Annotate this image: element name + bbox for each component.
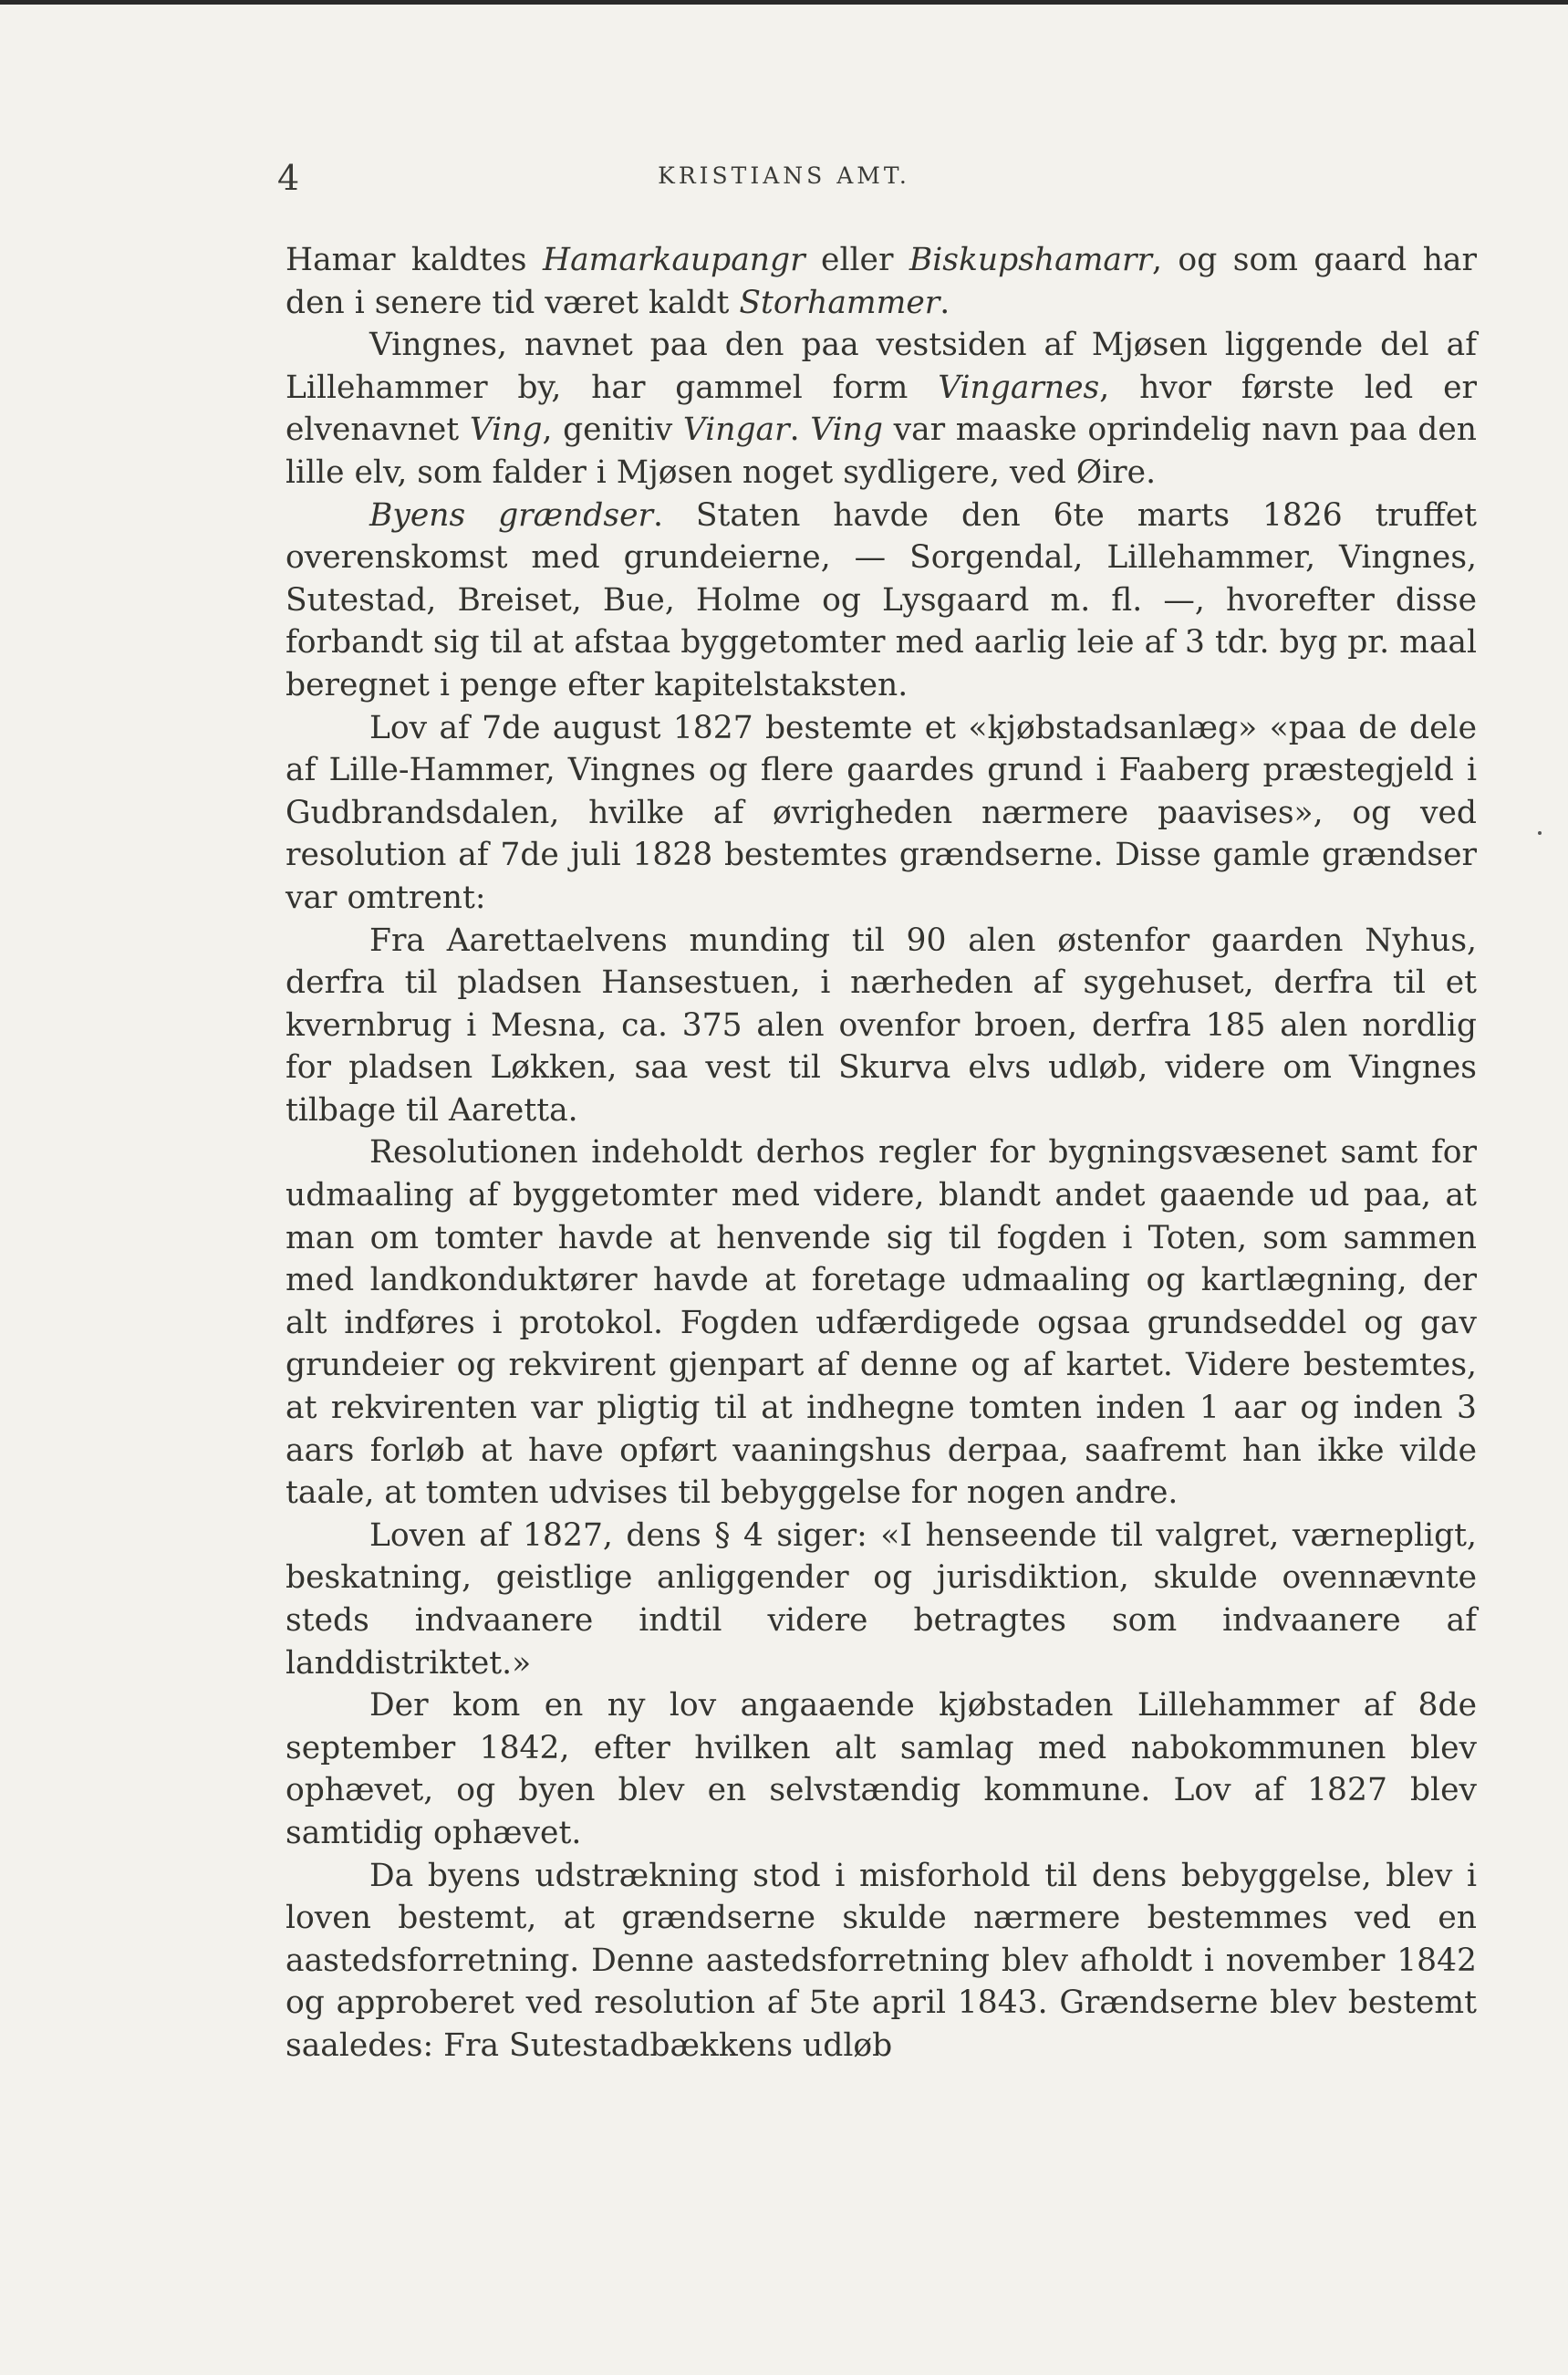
text-run: Lov af 7de august 1827 bestemte et «kjøbstadsanlæg» «paa de dele af Lille-Hammer, Vingnes og flere gaardes grund i Faaberg præstegjeld i Gudbrandsdalen, hvilke af øvrigheden nærmere paavises», og ved resolution af 7de juli 1828 bestemtes grændserne. Disse gamle grændser var omtrent: [286, 709, 1477, 916]
text-run: Der kom en ny lov angaaende kjøbstaden Lillehammer af 8de september 1842, efter hvilken alt samlag med nabokommunen blev ophævet, og byen blev en selvstændig kommune. Lov af 1827 blev samtidig ophævet. [286, 1687, 1477, 1851]
italic-term: Ving [810, 411, 883, 449]
text-run: Da byens udstrækning stod i misforhold til dens bebyggelse, blev i loven bestemt, at grændserne skulde nærmere bestemmes ved en aastedsforretning. Denne aastedsforretning blev afholdt i november 1842 og approberet ved resolution af 5te april 1843. Grændserne blev bestemt saaledes: Fra Sutestadbækkens udløb [286, 1857, 1477, 2064]
text-run: Resolutionen indeholdt derhos regler for bygningsvæsenet samt for udmaaling af byggetomter med videre, blandt andet gaaende ud paa, at man om tomter havde at henvende sig til fogden i Toten, som sammen med landkonduktører havde at foretage udmaaling og kartlægning, der alt indføres i protokol. Fogden udfærdigede ogsaa grundseddel og gav grundeier og rekvirent gjenpart af denne og af kartet. Videre bestemtes, at rekvirenten var pligtig til at indhegne tomten inden 1 aar og inden 3 aars forløb at have opført vaaningshus derpaa, saafremt han ikke vilde taale, at tomten udvises til bebyggelse for nogen andre. [286, 1134, 1477, 1512]
text-run: Vingnes, navnet paa den paa vestsiden af Mjøsen liggende del af Lillehammer by, har gammel form [286, 327, 1477, 406]
italic-term: Storhammer [739, 284, 940, 321]
text-run: . Staten havde den 6te marts 1826 truffet overenskomst med grundeierne, — Sorgendal, Lillehammer, Vingnes, Sutestad, Breiset, Bue, Holme og Lysgaard m. fl. —, hvorefter disse forbandt sig til at afstaa byggetomter med aarlig leie af 3 tdr. byg pr. maal beregnet i penge efter kapitelstaksten. [286, 496, 1477, 703]
paragraph [286, 239, 1477, 324]
text-run: Hamar kaldtes [286, 242, 543, 278]
text-run: Loven af 1827, dens § 4 siger: «I henseende til valgret, værnepligt, beskatning, geistlige anliggender og jurisdiktion, skulde ovennævnte steds indvaanere indtil videre betragtes som indvaanere af landdistriktet.» [286, 1516, 1477, 1682]
italic-term: Ving [469, 411, 543, 449]
paragraph [286, 1131, 1477, 1514]
scan-top-edge [0, 0, 1568, 5]
italic-term: Vingarnes [938, 369, 1100, 406]
paragraph [286, 1855, 1477, 2068]
text-run: Fra Aarettaelvens munding til 90 alen østenfor gaarden Nyhus, derfra til pladsen Hansestuen, i nærheden af sygehuset, derfra til et kvernbrug i Mesna, ca. 375 alen ovenfor broen, derfra 185 alen nordlig for pladsen Løkken, saa vest til Skurva elvs udløb, videre om Vingnes tilbage til Aaretta. [286, 922, 1477, 1129]
italic-term: Vingar [682, 411, 790, 449]
italic-term: Biskupshamarr [909, 242, 1152, 278]
page-number: 4 [277, 158, 300, 198]
text-run: , genitiv [542, 411, 683, 449]
text-run: , og som gaard har den i senere tid været kaldt [286, 242, 1477, 321]
paragraph [286, 1684, 1477, 1854]
paragraph [286, 324, 1477, 494]
scan-speck [1538, 831, 1542, 835]
italic-term: Hamarkaupangr [542, 242, 805, 278]
italic-term: Byens grændser [369, 496, 653, 534]
paragraph [286, 1515, 1477, 1684]
text-run: var maaske oprindelig navn paa den lille elv, som falder i Mjøsen noget sydligere, ved Øire. [286, 411, 1478, 491]
body-text [286, 239, 1477, 2068]
text-run: . [789, 411, 811, 449]
paragraph [286, 495, 1477, 707]
text-run: , hvor første led er elvenavnet [286, 369, 1477, 449]
paragraph [286, 920, 1477, 1132]
text-run: . [940, 284, 950, 321]
paragraph [286, 707, 1477, 920]
running-title: KRISTIANS AMT. [658, 162, 910, 189]
text-run: eller [805, 242, 909, 278]
